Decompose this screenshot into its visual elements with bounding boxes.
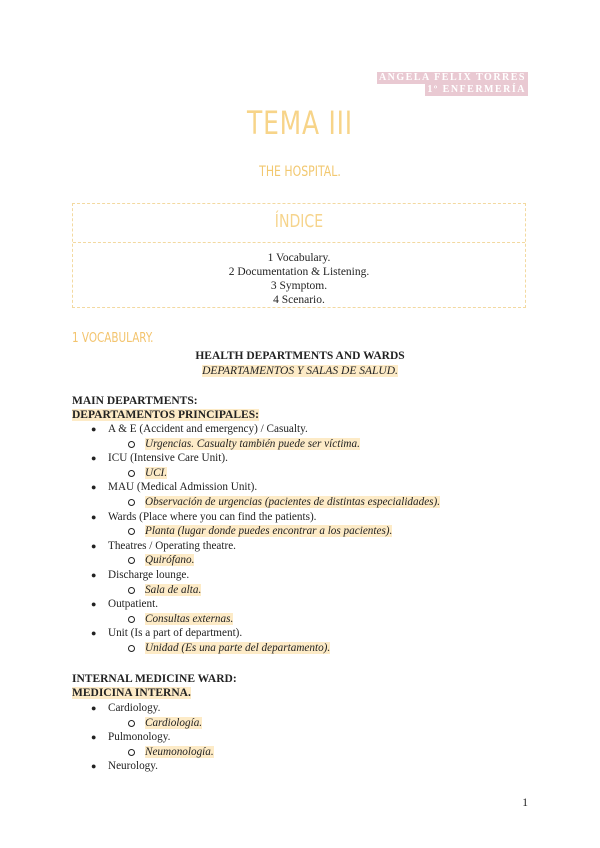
list-item: Urgencias. Casualty también puede ser víctima. — [72, 437, 440, 452]
list-item: ● Unit (Is a part of department). — [91, 627, 243, 640]
list-item: ● Neurology. — [91, 760, 158, 773]
list-item: ● A & E (Accident and emergency) / Casualty. — [91, 423, 308, 435]
list-item: Neumonología. — [72, 745, 214, 760]
page-title: TEMA III — [247, 104, 353, 142]
index-item[interactable]: 1 Vocabulary. — [267, 252, 331, 264]
index-item[interactable]: 4 Scenario. — [273, 294, 325, 306]
internal-medicine-heading: INTERNAL MEDICINE WARD: MEDICINA INTERNA. — [72, 673, 237, 699]
list-item: ● Pulmonology. — [91, 731, 171, 744]
list-item: Observación de urgencias (pacientes de distintas especialidades). — [72, 495, 440, 510]
author-block — [377, 72, 528, 96]
index-item[interactable]: 2 Documentation & Listening. — [228, 266, 370, 278]
list-item: ● ICU (Intensive Care Unit). — [91, 452, 228, 465]
list-item: UCI. — [72, 466, 440, 481]
list-item: Quirófano. — [72, 553, 440, 568]
list-item: ● Wards (Place where you can find the patients). — [91, 510, 317, 523]
list-item: ● Outpatient. — [91, 598, 159, 611]
index-heading: ÍNDICE — [73, 204, 525, 243]
index-list — [73, 243, 525, 307]
page-subtitle: THE HOSPITAL. — [259, 164, 341, 180]
list-item: Consultas externas. — [72, 612, 440, 627]
internal-medicine-list — [72, 701, 214, 774]
list-item: ● Theatres / Operating theatre. — [91, 539, 236, 552]
list-item: Sala de alta. — [72, 583, 440, 598]
main-departments-heading: MAIN DEPARTMENTS: DEPARTAMENTOS PRINCIPALES: — [72, 395, 259, 421]
list-item: Planta (lugar donde puedes encontrar a los pacientes). — [72, 524, 440, 539]
list-item: Cardiología. — [72, 716, 214, 731]
section-title: HEALTH DEPARTMENTS AND WARDS — [195, 350, 405, 362]
index-item[interactable]: 3 Symptom. — [270, 280, 328, 292]
author-name: ANGELA FELIX TORRES — [378, 72, 526, 83]
main-departments-list — [72, 422, 440, 656]
list-item: ● Discharge lounge. — [91, 568, 190, 581]
section-heading: 1 VOCABULARY. — [72, 331, 154, 346]
section-title-es: DEPARTAMENTOS Y SALAS DE SALUD. — [202, 365, 398, 377]
list-item: ● MAU (Medical Admission Unit). — [91, 481, 258, 494]
list-item: ● Cardiology. — [91, 702, 161, 714]
page-number: 1 — [522, 797, 528, 809]
list-item: Unidad (Es una parte del departamento). — [72, 641, 440, 656]
index-box — [72, 203, 526, 308]
author-course: 1º ENFERMERÍA — [427, 84, 526, 95]
